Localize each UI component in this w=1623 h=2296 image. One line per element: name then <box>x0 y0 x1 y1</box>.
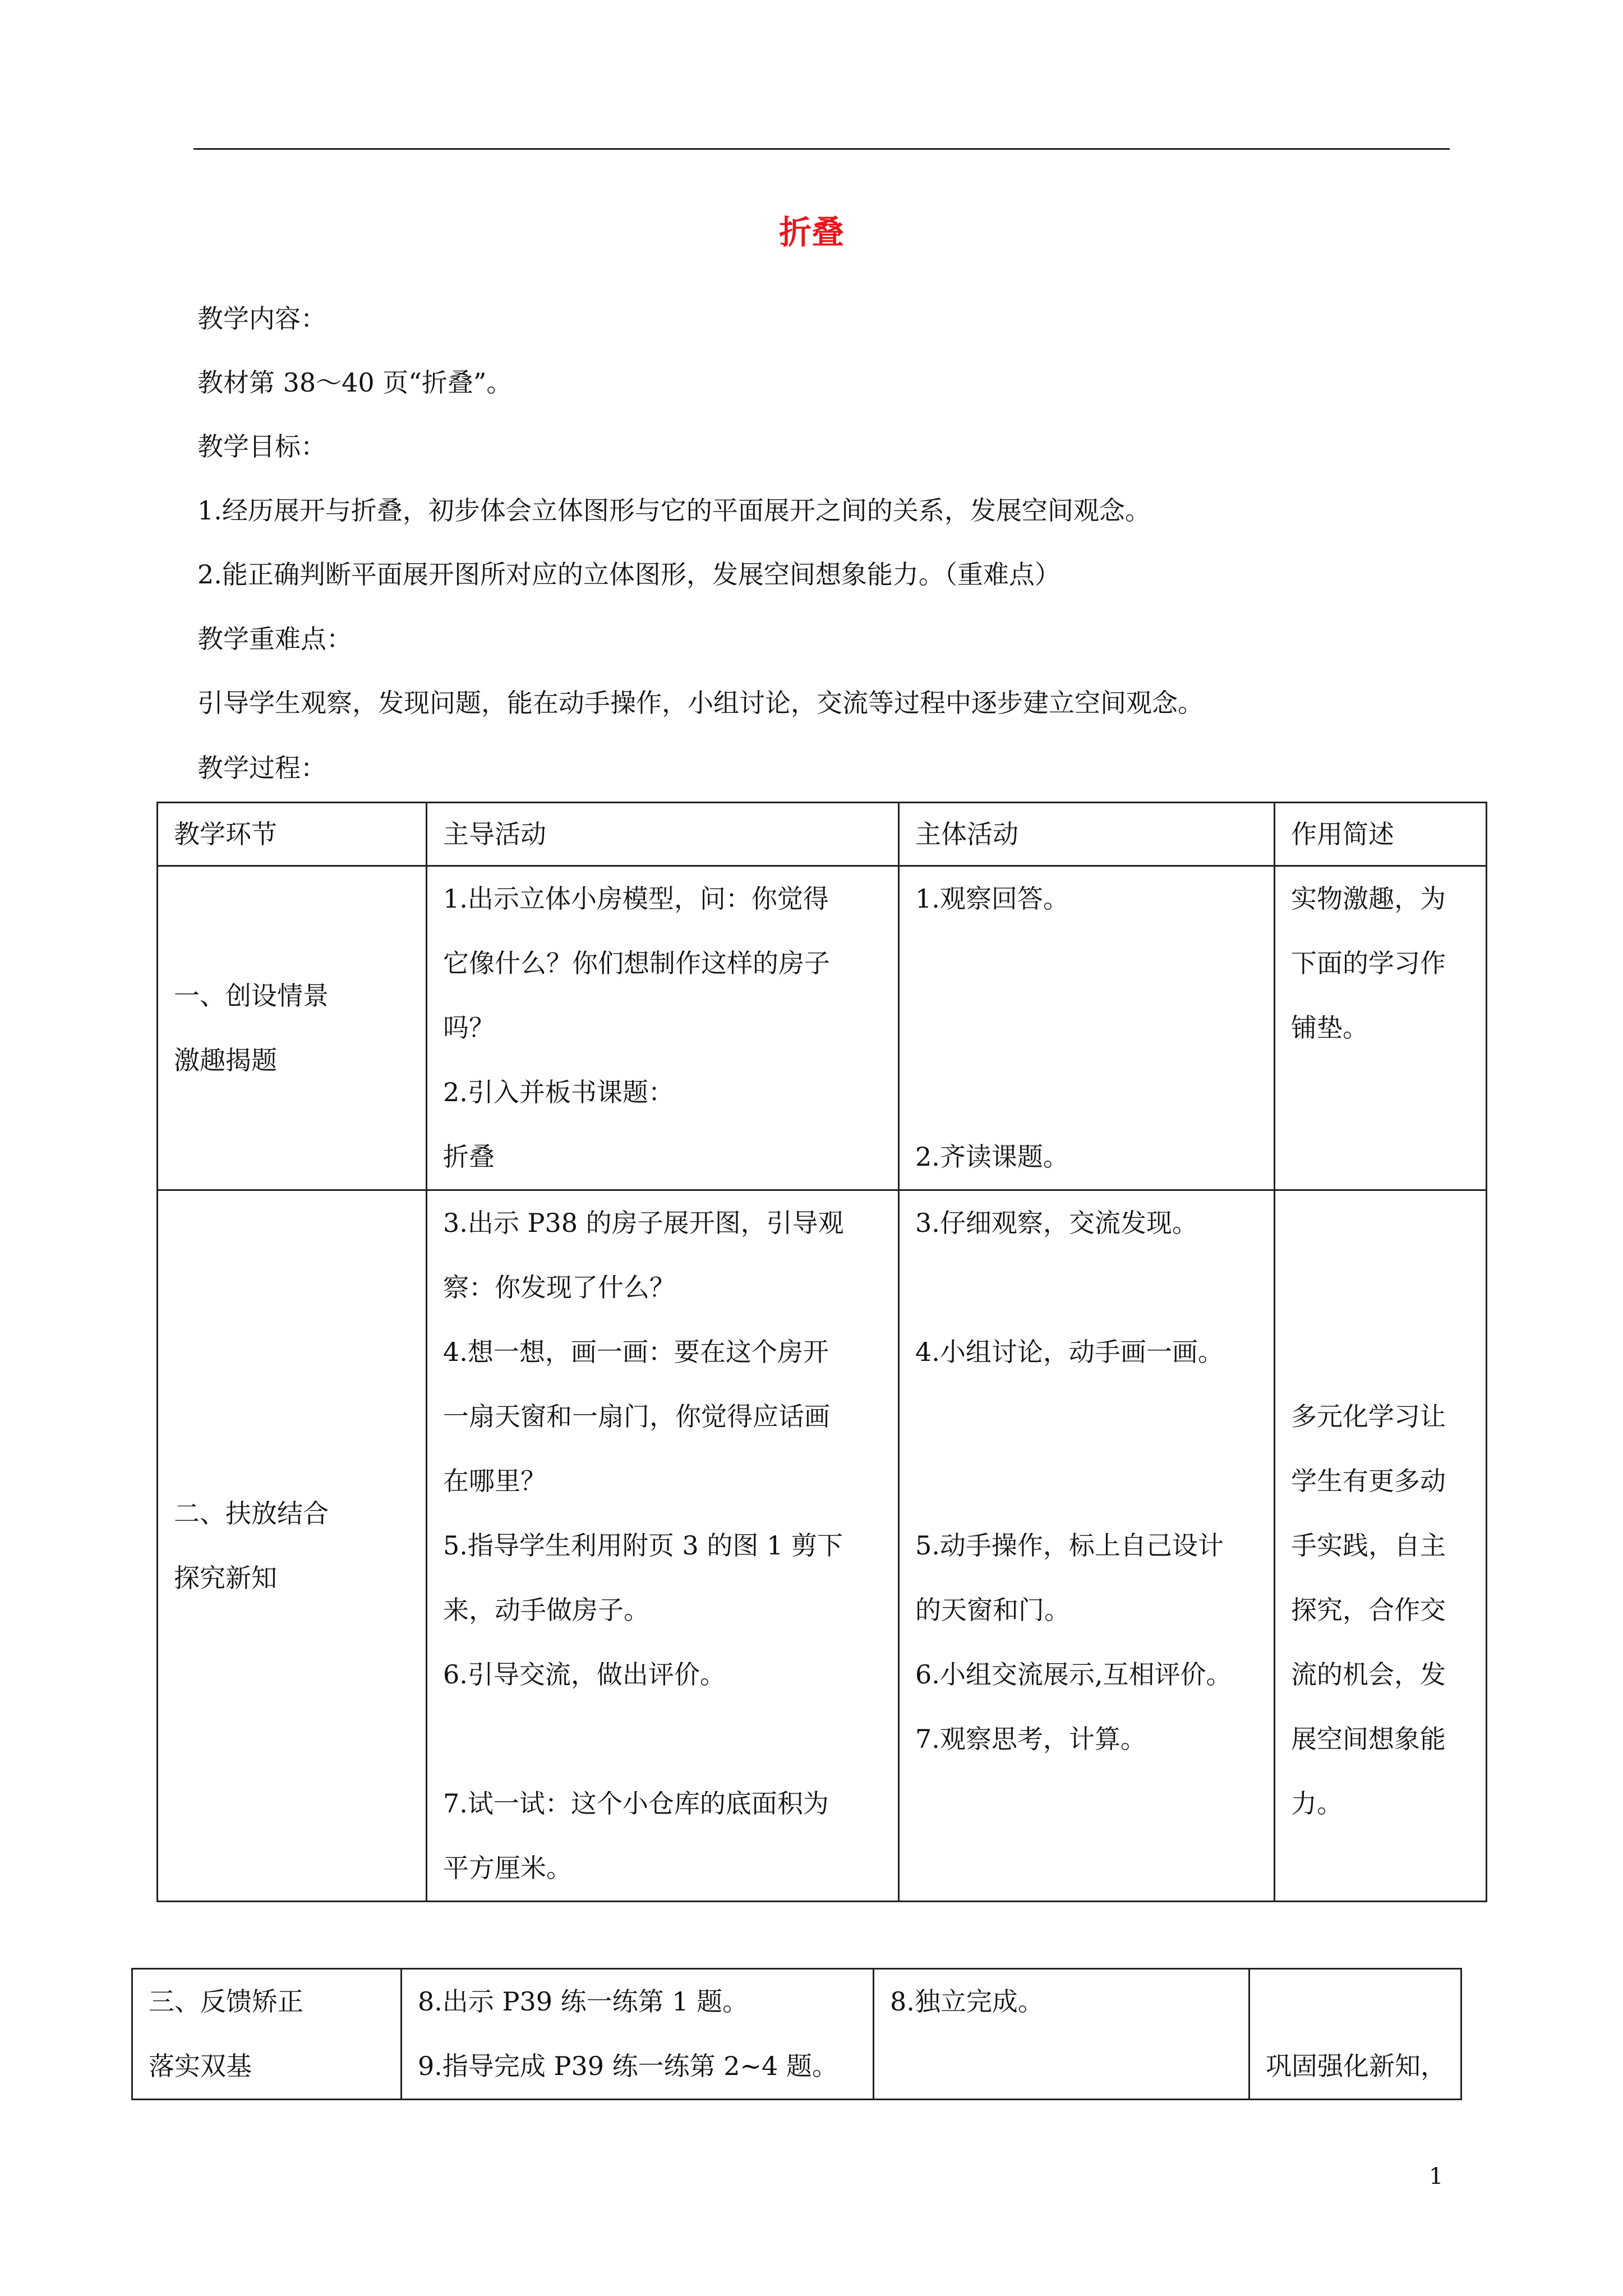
content-text: 教材第 38～40 页“折叠”。 <box>197 367 513 398</box>
student-activity-cell: 8.独立完成。 <box>874 1969 1249 2100</box>
student-activity-cell: 3.仔细观察，交流发现。 4.小组讨论，动手画一画。 5.动手操作，标上自己设计 的天窗和门。 6.小组交流展示,互相评价。 7.观察思考，计算。 <box>899 1190 1275 1902</box>
table-row <box>158 1190 1487 1902</box>
goal-item: 1.经历展开与折叠，初步体会立体图形与它的平面展开之间的关系，发展空间观念。 <box>197 495 1151 526</box>
purpose-cell: 多元化学习让 学生有更多动 手实践，自主 探究，合作交 流的机会，发 展空间想象能 力。 <box>1275 1190 1487 1902</box>
process-label: 教学过程： <box>197 753 326 783</box>
key-label: 教学重难点： <box>197 624 352 654</box>
table-row <box>132 1969 1461 2100</box>
stage-cell: 二、扶放结合 探究新知 <box>158 1190 427 1902</box>
key-text: 引导学生观察，发现问题，能在动手操作，小组讨论，交流等过程中逐步建立空间观念。 <box>197 688 1204 718</box>
lead-activity-cell: 1.出示立体小房模型，问：你觉得 它像什么？你们想制作这样的房子 吗？ 2.引入并板书课题： 折叠 <box>427 866 899 1190</box>
table-header-row <box>158 803 1487 866</box>
goals-label: 教学目标： <box>197 431 326 462</box>
page-number: 1 <box>1429 2164 1444 2189</box>
goal-item: 2.能正确判断平面展开图所对应的立体图形，发展空间想象能力。（重难点） <box>197 559 1061 590</box>
student-activity-cell: 1.观察回答。 2.齐读课题。 <box>899 866 1275 1190</box>
header-cell: 主体活动 <box>899 803 1275 866</box>
header-cell: 主导活动 <box>427 803 899 866</box>
stage-cell: 三、反馈矫正 落实双基 <box>132 1969 402 2100</box>
header-rule <box>193 148 1450 150</box>
header-cell: 教学环节 <box>158 803 427 866</box>
header-cell: 作用简述 <box>1275 803 1487 866</box>
stage-cell: 一、创设情景 激趣揭题 <box>158 866 427 1190</box>
process-table <box>156 802 1487 1902</box>
process-table-continued <box>131 1968 1462 2100</box>
content-label: 教学内容： <box>197 303 326 334</box>
page-title: 折叠 <box>778 213 844 251</box>
purpose-cell: 实物激趣，为 下面的学习作 铺垫。 <box>1275 866 1487 1190</box>
lead-activity-cell: 3.出示 P38 的房子展开图，引导观 察：你发现了什么？ 4.想一想，画一画：要在这个房开 一扇天窗和一扇门，你觉得应话画 在哪里？ 5.指导学生利用附页 3 的图 1 剪下 来，动手做房子。 6.引导交流，做出评价。 7.试一试：这个小仓库的底面积为 平方厘米。 <box>427 1190 899 1902</box>
purpose-cell: 巩固强化新知， <box>1249 1969 1461 2100</box>
lead-activity-cell: 8.出示 P39 练一练第 1 题。 9.指导完成 P39 练一练第 2~4 题。 <box>402 1969 874 2100</box>
table-row <box>158 866 1487 1190</box>
